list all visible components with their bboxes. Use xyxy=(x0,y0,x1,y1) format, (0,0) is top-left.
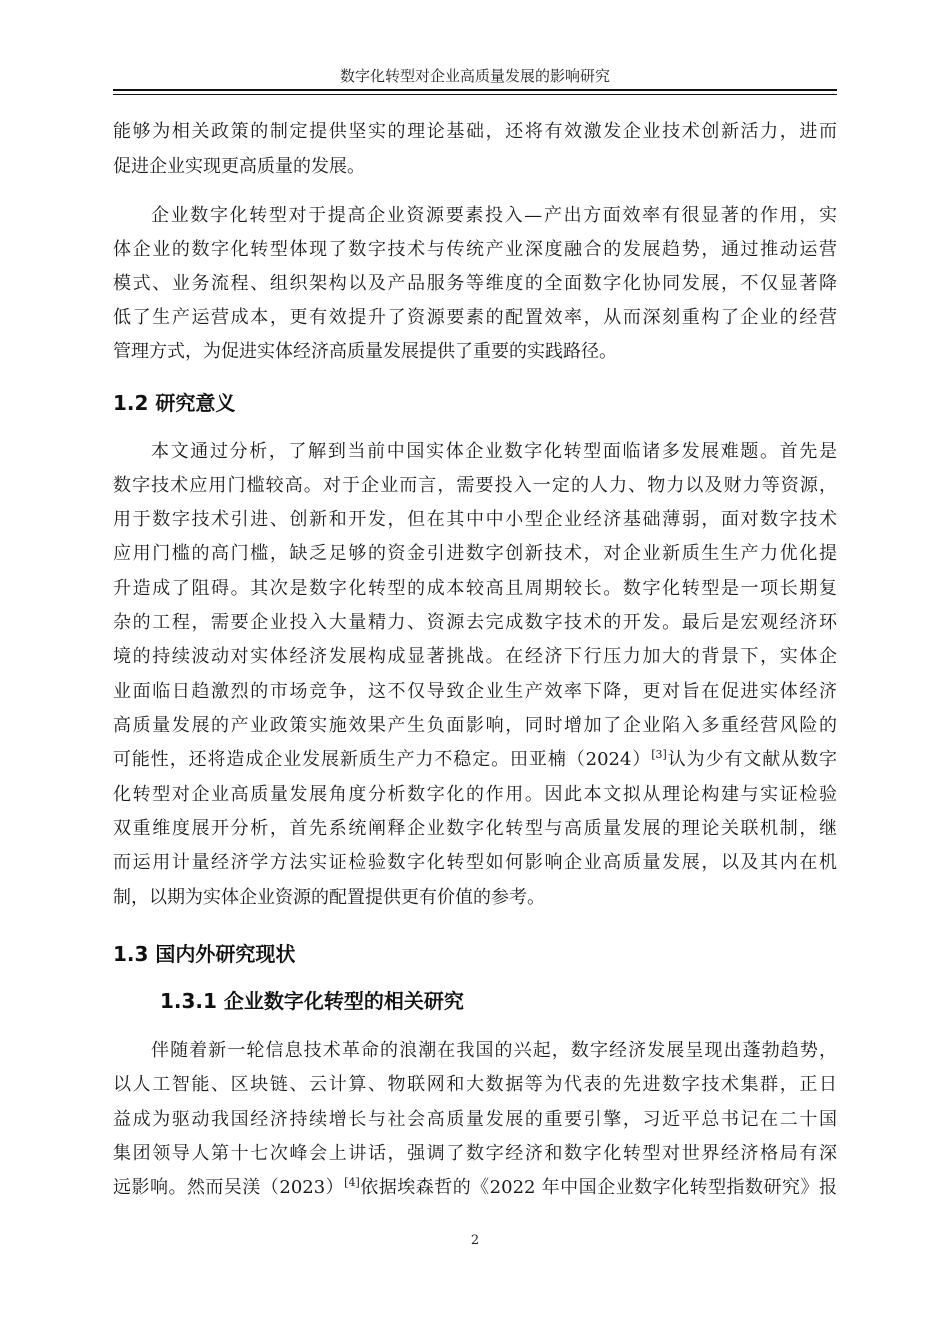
page-number: 2 xyxy=(470,1233,480,1248)
paragraph-3-line-11: 化转型对企业高质量发展角度分析数字化的作用。因此本文拟从理论构建与实证检验 xyxy=(113,784,837,805)
section-heading-1-2: 1.2 研究意义 xyxy=(113,391,236,415)
paragraph-4-line-2: 以人工智能、区块链、云计算、物联网和大数据等为代表的先进数字技术集群，正日 xyxy=(113,1074,837,1095)
header-rule-thick xyxy=(113,89,837,91)
subsection-heading-1-3-1: 1.3.1 企业数字化转型的相关研究 xyxy=(160,989,464,1013)
paragraph-4-line-5-text-b: 依据埃森哲的《2022 年中国企业数字化转型指数研究》报 xyxy=(359,1177,837,1198)
paragraph-2-line-3: 模式、业务流程、组织架构以及产品服务等维度的全面数字化协同发展，不仅显著降 xyxy=(113,273,837,294)
citation-ref-3: [3] xyxy=(651,748,667,761)
paragraph-3-line-10 xyxy=(113,748,837,772)
paragraph-3-line-5: 升造成了阻碍。其次是数字化转型的成本较高且周期较长。数字化转型是一项长期复 xyxy=(113,578,837,599)
paragraph-3-line-1: 本文通过分析，了解到当前中国实体企业数字化转型面临诸多发展难题。首先是 xyxy=(151,441,837,462)
paragraph-3-line-14: 制，以期为实体企业资源的配置提供更有价值的参考。 xyxy=(113,887,545,908)
header-rule-thin xyxy=(113,94,837,95)
paragraph-3-line-6: 杂的工程，需要企业投入大量精力、资源去完成数字技术的开发。最后是宏观经济环 xyxy=(113,612,837,633)
paragraph-3-line-2: 数字技术应用门槛较高。对于企业而言，需要投入一定的人力、物力以及财力等资源， xyxy=(113,475,837,496)
paragraph-4-line-5 xyxy=(113,1176,837,1200)
running-header-title: 数字化转型对企业高质量发展的影响研究 xyxy=(339,67,610,85)
paragraph-3-line-10-text-a: 可能性，还将造成企业发展新质生产力不稳定。田亚楠（2024） xyxy=(113,749,652,770)
paragraph-2-line-1: 企业数字化转型对于提高企业资源要素投入—产出方面效率有很显著的作用，实 xyxy=(151,205,837,226)
paragraph-3-line-3: 用于数字技术引进、创新和开发，但在其中中小型企业经济基础薄弱，面对数字技术 xyxy=(113,509,837,530)
paragraph-3-line-13: 而运用计量经济学方法实证检验数字化转型如何影响企业高质量发展，以及其内在机 xyxy=(113,852,837,873)
paragraph-4-line-1: 伴随着新一轮信息技术革命的浪潮在我国的兴起，数字经济发展呈现出蓬勃趋势， xyxy=(151,1040,837,1061)
paragraph-3-line-10-text-b: 认为少有文献从数字 xyxy=(666,749,838,770)
paragraph-2-line-5: 管理方式，为促进实体经济高质量发展提供了重要的实践路径。 xyxy=(113,341,617,362)
paragraph-3-line-8: 业面临日趋激烈的市场竞争，这不仅导致企业生产效率下降，更对旨在促进实体经济 xyxy=(113,681,837,702)
paragraph-3-line-12: 双重维度展开分析，首先系统阐释企业数字化转型与高质量发展的理论关联机制，继 xyxy=(113,818,837,839)
paragraph-4-line-4: 集团领导人第十七次峰会上讲话，强调了数字经济和数字化转型对世界经济格局有深 xyxy=(113,1143,837,1164)
paragraph-2-line-2: 体企业的数字化转型体现了数字技术与传统产业深度融合的发展趋势，通过推动运营 xyxy=(113,239,837,260)
paragraph-2-line-4: 低了生产运营成本，更有效提升了资源要素的配置效率，从而深刻重构了企业的经营 xyxy=(113,307,837,328)
paragraph-4-line-5-text-a: 远影响。然而吴渼（2023） xyxy=(113,1177,345,1198)
section-heading-1-3: 1.3 国内外研究现状 xyxy=(113,942,296,966)
paragraph-3-line-9: 高质量发展的产业政策实施效果产生负面影响，同时增加了企业陷入多重经营风险的 xyxy=(113,715,837,736)
paragraph-4-line-3: 益成为驱动我国经济持续增长与社会高质量发展的重要引擎，习近平总书记在二十国 xyxy=(113,1109,837,1130)
citation-ref-4: [4] xyxy=(344,1176,360,1189)
paragraph-3-line-4: 应用门槛的高门槛，缺乏足够的资金引进数字创新技术，对企业新质生生产力优化提 xyxy=(113,543,837,564)
paragraph-1-line-2: 促进企业实现更高质量的发展。 xyxy=(113,156,365,177)
paragraph-3-line-7: 境的持续波动对实体经济发展构成显著挑战。在经济下行压力加大的背景下，实体企 xyxy=(113,646,837,667)
paragraph-1-line-1: 能够为相关政策的制定提供坚实的理论基础，还将有效激发企业技术创新活力，进而 xyxy=(113,121,837,142)
